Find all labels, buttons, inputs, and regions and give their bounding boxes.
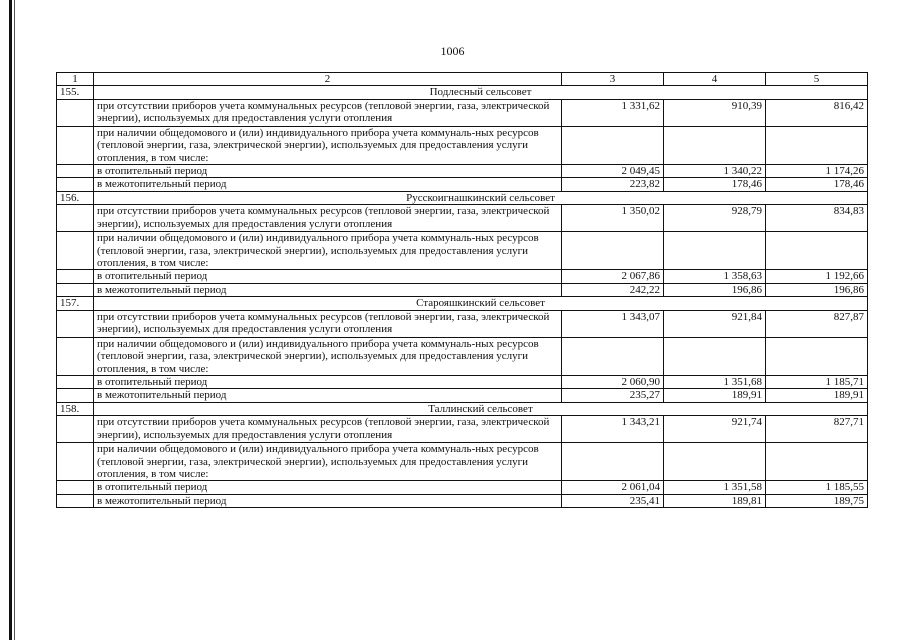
- empty-cell: [57, 205, 94, 232]
- row-heating-text: в отопительный период: [94, 165, 562, 178]
- row-no-meter: [57, 310, 868, 337]
- value-col-5: 1 192,66: [766, 270, 868, 283]
- empty-cell: [766, 126, 868, 164]
- empty-cell: [664, 443, 766, 481]
- value-col-4: 921,74: [664, 416, 766, 443]
- row-heating-period: [57, 270, 868, 283]
- header-col-2: 2: [94, 73, 562, 86]
- empty-cell: [57, 126, 94, 164]
- value-col-4: 921,84: [664, 310, 766, 337]
- empty-cell: [57, 232, 94, 270]
- row-no-meter: [57, 99, 868, 126]
- value-col-4: 189,81: [664, 494, 766, 507]
- empty-cell: [664, 126, 766, 164]
- table-header-row: [57, 73, 868, 86]
- row-meter: [57, 443, 868, 481]
- value-col-3: 1 331,62: [562, 99, 664, 126]
- row-no-meter: [57, 416, 868, 443]
- empty-cell: [562, 337, 664, 375]
- section-title-row: [57, 402, 868, 415]
- value-col-3: 242,22: [562, 283, 664, 296]
- page-number: 1006: [440, 44, 465, 58]
- row-no-meter: [57, 205, 868, 232]
- value-col-5: 827,87: [766, 310, 868, 337]
- value-col-5: 196,86: [766, 283, 868, 296]
- row-meter: [57, 126, 868, 164]
- empty-cell: [57, 270, 94, 283]
- value-col-4: 910,39: [664, 99, 766, 126]
- value-col-5: 1 185,71: [766, 375, 868, 388]
- row-meter-text: при наличии общедомового и (или) индивидуального прибора учета коммуналь-ных ресурсов (тепловой энергии, газа, электрической энергии), используемых для предоставления услуги отопления, в том числе:: [94, 443, 562, 481]
- empty-cell: [766, 443, 868, 481]
- value-col-3: 1 350,02: [562, 205, 664, 232]
- empty-cell: [664, 232, 766, 270]
- value-col-4: 1 340,22: [664, 165, 766, 178]
- section-number: 156.: [57, 191, 94, 204]
- empty-cell: [57, 337, 94, 375]
- row-interheating-text: в межотопительный период: [94, 283, 562, 296]
- value-col-4: 178,46: [664, 178, 766, 191]
- value-col-5: 178,46: [766, 178, 868, 191]
- section-title-row: [57, 86, 868, 99]
- value-col-4: 1 351,58: [664, 481, 766, 494]
- row-heating-text: в отопительный период: [94, 375, 562, 388]
- value-col-4: 1 351,68: [664, 375, 766, 388]
- empty-cell: [57, 99, 94, 126]
- section-name: Русскоигнашкинский сельсовет: [94, 191, 868, 204]
- empty-cell: [57, 165, 94, 178]
- empty-cell: [57, 494, 94, 507]
- section-number: 157.: [57, 297, 94, 310]
- row-no-meter-text: при отсутствии приборов учета коммунальных ресурсов (тепловой энергии, газа, электрической энергии), используемых для предоставления услуги отопления: [94, 310, 562, 337]
- row-no-meter-text: при отсутствии приборов учета коммунальных ресурсов (тепловой энергии, газа, электрической энергии), используемых для предоставления услуги отопления: [94, 416, 562, 443]
- value-col-5: 189,75: [766, 494, 868, 507]
- value-col-3: 223,82: [562, 178, 664, 191]
- value-col-3: 2 060,90: [562, 375, 664, 388]
- empty-cell: [57, 310, 94, 337]
- row-meter-text: при наличии общедомового и (или) индивидуального прибора учета коммуналь-ных ресурсов (тепловой энергии, газа, электрической энергии), используемых для предоставления услуги отопления, в том числе:: [94, 337, 562, 375]
- value-col-5: 827,71: [766, 416, 868, 443]
- empty-cell: [562, 232, 664, 270]
- value-col-3: 1 343,21: [562, 416, 664, 443]
- row-interheating-text: в межотопительный период: [94, 389, 562, 402]
- empty-cell: [766, 232, 868, 270]
- value-col-5: 816,42: [766, 99, 868, 126]
- row-no-meter-text: при отсутствии приборов учета коммунальных ресурсов (тепловой энергии, газа, электрической энергии), используемых для предоставления услуги отопления: [94, 99, 562, 126]
- header-col-4: 4: [664, 73, 766, 86]
- scan-edge-line-thin: [14, 0, 15, 640]
- row-no-meter-text: при отсутствии приборов учета коммунальных ресурсов (тепловой энергии, газа, электрической энергии), используемых для предоставления услуги отопления: [94, 205, 562, 232]
- empty-cell: [57, 416, 94, 443]
- section-number: 155.: [57, 86, 94, 99]
- row-interheating-period: [57, 283, 868, 296]
- row-interheating-period: [57, 494, 868, 507]
- row-heating-text: в отопительный период: [94, 481, 562, 494]
- value-col-4: 1 358,63: [664, 270, 766, 283]
- row-heating-period: [57, 481, 868, 494]
- section-name: Старояшкинский сельсовет: [94, 297, 868, 310]
- row-interheating-text: в межотопительный период: [94, 178, 562, 191]
- value-col-5: 1 185,55: [766, 481, 868, 494]
- row-interheating-period: [57, 178, 868, 191]
- value-col-3: 2 061,04: [562, 481, 664, 494]
- row-meter-text: при наличии общедомового и (или) индивидуального прибора учета коммуналь-ных ресурсов (тепловой энергии, газа, электрической энергии), используемых для предоставления услуги отопления, в том числе:: [94, 232, 562, 270]
- value-col-3: 1 343,07: [562, 310, 664, 337]
- row-interheating-text: в межотопительный период: [94, 494, 562, 507]
- scan-edge-line: [9, 0, 12, 640]
- row-heating-period: [57, 375, 868, 388]
- value-col-4: 189,91: [664, 389, 766, 402]
- value-col-3: 235,27: [562, 389, 664, 402]
- empty-cell: [57, 389, 94, 402]
- value-col-5: 834,83: [766, 205, 868, 232]
- row-meter: [57, 232, 868, 270]
- empty-cell: [57, 443, 94, 481]
- row-heating-text: в отопительный период: [94, 270, 562, 283]
- header-col-5: 5: [766, 73, 868, 86]
- tariff-table: [56, 72, 868, 508]
- empty-cell: [766, 337, 868, 375]
- value-col-5: 1 174,26: [766, 165, 868, 178]
- section-number: 158.: [57, 402, 94, 415]
- value-col-3: 2 049,45: [562, 165, 664, 178]
- header-col-3: 3: [562, 73, 664, 86]
- empty-cell: [562, 126, 664, 164]
- value-col-3: 235,41: [562, 494, 664, 507]
- section-name: Таллинский сельсовет: [94, 402, 868, 415]
- row-heating-period: [57, 165, 868, 178]
- empty-cell: [57, 178, 94, 191]
- section-name: Подлесный сельсовет: [94, 86, 868, 99]
- empty-cell: [57, 283, 94, 296]
- row-meter: [57, 337, 868, 375]
- row-meter-text: при наличии общедомового и (или) индивидуального прибора учета коммуналь-ных ресурсов (тепловой энергии, газа, электрической энергии), используемых для предоставления услуги отопления, в том числе:: [94, 126, 562, 164]
- header-col-1: 1: [57, 73, 94, 86]
- empty-cell: [664, 337, 766, 375]
- empty-cell: [562, 443, 664, 481]
- value-col-4: 196,86: [664, 283, 766, 296]
- value-col-3: 2 067,86: [562, 270, 664, 283]
- value-col-4: 928,79: [664, 205, 766, 232]
- empty-cell: [57, 481, 94, 494]
- row-interheating-period: [57, 389, 868, 402]
- section-title-row: [57, 297, 868, 310]
- section-title-row: [57, 191, 868, 204]
- value-col-5: 189,91: [766, 389, 868, 402]
- empty-cell: [57, 375, 94, 388]
